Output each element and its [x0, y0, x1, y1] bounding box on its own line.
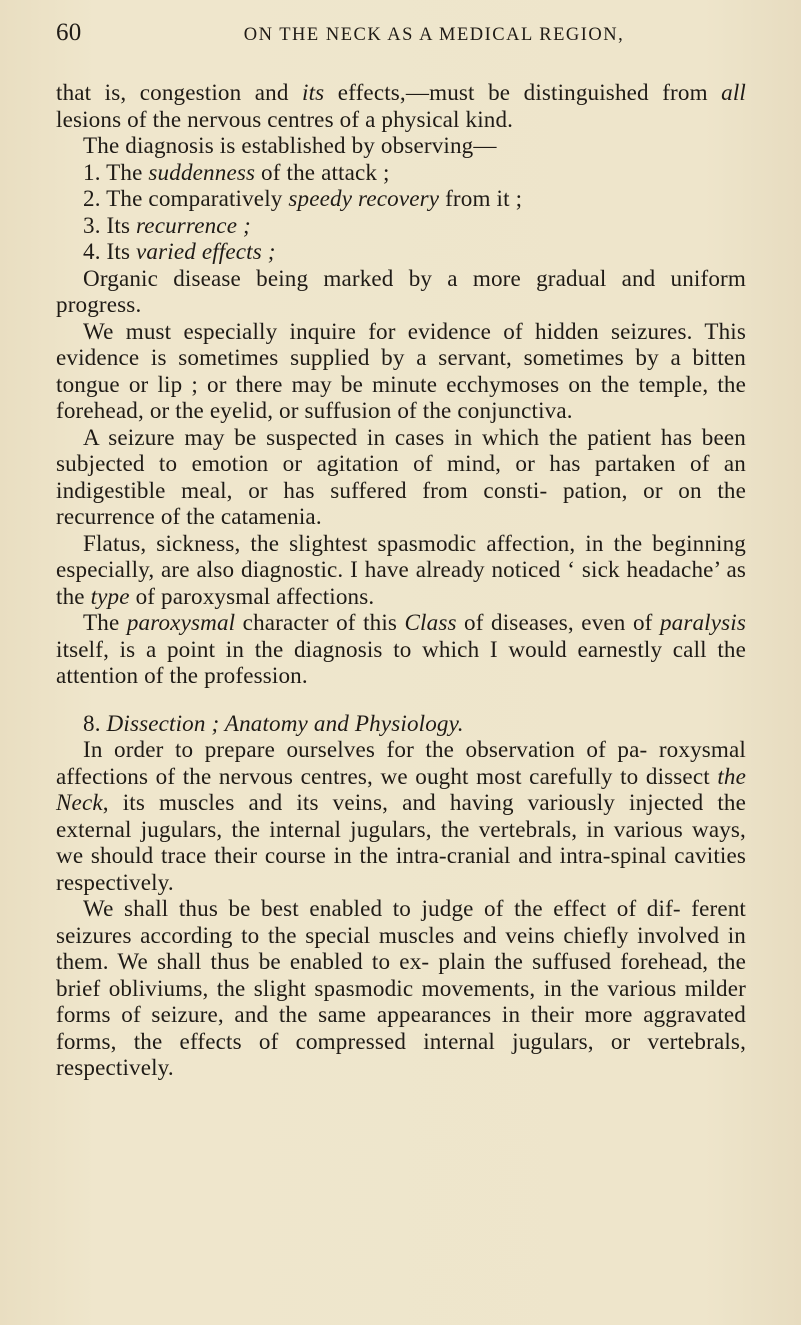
text-span: of diseases, even of: [456, 609, 660, 635]
italic-all: all: [721, 79, 746, 105]
paragraph-diagnostic-signs: [56, 530, 746, 610]
list-number: 4.: [83, 238, 107, 264]
text-span: The: [106, 158, 149, 185]
text-span: itself, is a point in the diagnosis to which I would earnestly call the attention of the profession.: [56, 635, 746, 688]
text-span: Its: [106, 211, 137, 238]
text-span: from it ;: [439, 185, 523, 211]
page-number: 60: [56, 19, 82, 46]
paragraph-hidden-seizures: We must especially inquire for evidence of hidden seizures. This evidence is sometimes supplied by a servant, sometimes by a bitten tongue or lip ; or there may be minute ecchymoses on the temple, the forehead, or the eyelid, or suffusion of the conjunctiva.: [56, 317, 746, 423]
paragraph-paroxysmal-character: [56, 609, 746, 689]
italic-term: speedy recovery: [288, 185, 440, 211]
italic-paroxysmal: paroxysmal: [126, 609, 236, 635]
list-number: 2.: [83, 185, 107, 211]
list-number: 1.: [83, 158, 107, 185]
paragraph-effects: We shall thus be best enabled to judge of the effect of dif- ferent seizures according to the special muscles and veins chiefly involved in them. We shall thus be enabled to ex- plain the suffused forehead, the brief obliviums, the slight spasmodic movements, in the various milder forms of seizure, and the same appearances in their more aggravated forms, the effects of compressed internal jugulars, or vertebrals, respectively.: [56, 895, 746, 1080]
paragraph-seizure-causes: A seizure may be suspected in cases in which the patient has been subjected to emotion or agitation of mind, or has partaken of an indigestible meal, or has suffered from consti- pation, or on the recurrence of the catamenia.: [56, 423, 746, 529]
section-number: 8.: [83, 709, 107, 736]
list-item: [56, 212, 746, 239]
italic-its: its: [302, 79, 325, 105]
text-span: The comparatively: [106, 185, 289, 211]
text-span: In order to prepare ourselves for the observation of pa- roxysmal affections of the nervous centres, we ought most carefully to dissect: [56, 736, 746, 789]
text-span: lesions of the nervous centres of a physical kind.: [56, 105, 514, 132]
text-span: , its muscles and its veins, and having variously injected the external jugulars, the internal jugulars, the vertebrals, in various ways, we should trace their course in the intra-cranial and intra-spinal cavities respectively.: [56, 789, 746, 895]
section-title: Dissection ; Anatomy and Physiology.: [106, 709, 464, 736]
diagnosis-intro: The diagnosis is established by observing—: [83, 132, 497, 158]
italic-term: recurrence ;: [136, 211, 251, 238]
italic-type: type: [90, 582, 130, 609]
list-number: 3.: [83, 211, 107, 238]
paragraph-dissection: [56, 736, 746, 895]
paragraph-organic-disease: Organic disease being marked by a more gradual and uniform progress.: [56, 264, 746, 317]
text-span: The: [83, 609, 127, 635]
paragraph-continued: [56, 79, 746, 132]
page-header: [56, 16, 746, 56]
text-span: Flatus, sickness, the slightest spasmodic affection, in the beginning especially, are also diagnostic. I have already noticed ‘ sick headache’ as the: [56, 529, 746, 609]
text-span: effects,—must be distinguished from: [324, 79, 722, 105]
list-item: [56, 185, 746, 212]
italic-class: Class: [404, 609, 457, 635]
italic-term: varied effects ;: [136, 238, 276, 264]
list-item: [56, 159, 746, 186]
list-item: [56, 238, 746, 265]
italic-the-neck: the Neck: [56, 762, 746, 815]
text-span: of paroxysmal affections.: [129, 582, 375, 609]
text-span: of the attack ;: [255, 158, 390, 185]
text-span: that is, congestion and: [56, 79, 303, 105]
running-head: ON THE NECK AS A MEDICAL REGION,: [243, 25, 625, 45]
section-heading: [56, 710, 746, 737]
page-body: [56, 79, 746, 1081]
italic-paralysis: paralysis: [659, 609, 746, 635]
text-span: character of this: [235, 609, 405, 635]
text-span: Its: [106, 238, 137, 264]
italic-term: suddenness: [148, 158, 256, 185]
